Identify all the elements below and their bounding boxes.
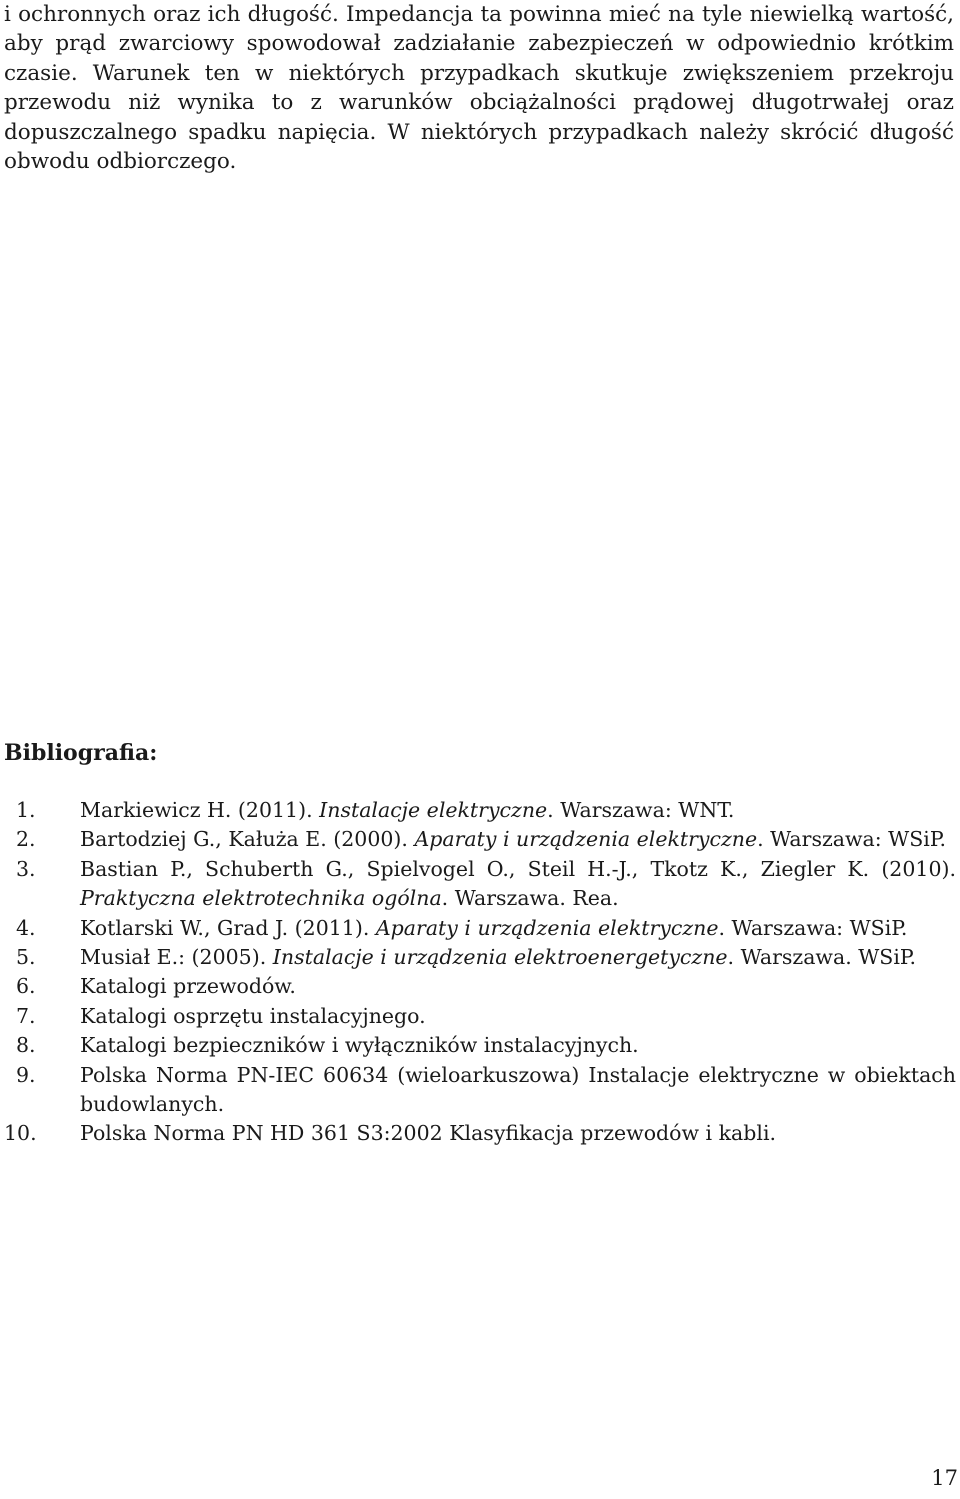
item-publisher: . Warszawa. Rea. [441,886,619,911]
bibliography-item [4,1002,956,1031]
bibliography-item [4,825,956,854]
item-number: 5. [16,945,36,970]
item-publisher: . Warszawa. WSiP. [727,945,917,970]
item-text: Katalogi przewodów. [80,974,296,999]
item-number: 4. [16,915,36,940]
item-number: 7. [16,1003,36,1028]
item-text: Polska Norma PN-IEC 60634 (wieloarkuszowa) Instalacje elektryczne w obiektach budowlanych. [80,1062,956,1117]
item-title: Aparaty i urządzenia elektryczne [414,827,758,852]
item-number: 1. [16,798,36,822]
item-publisher: . Warszawa: WSiP. [718,915,908,940]
bibliography-item [4,1031,956,1060]
item-authors: Kotlarski W., Grad J. (2011). [80,915,376,940]
page-number: 17 [931,1466,958,1490]
bibliography-list [4,796,956,1149]
bibliography-item [4,972,956,1001]
item-number: 6. [16,974,36,999]
item-authors: Bastian P., Schuberth G., Spielvogel O., Steil H.-J., Tkotz K., Ziegler K. (2010). [80,856,956,881]
bibliography-item [4,796,956,825]
item-text: Katalogi osprzętu instalacyjnego. [80,1003,426,1028]
item-number: 3. [16,856,36,881]
item-publisher: . Warszawa: WSiP. [757,827,947,852]
item-number: 8. [16,1033,36,1058]
item-text: Polska Norma PN HD 361 S3:2002 Klasyfikacja przewodów i kabli. [80,1121,777,1146]
bibliography-heading: Bibliografia: [4,740,158,766]
item-number: 10. [4,1121,37,1146]
item-title: Instalacje i urządzenia elektroenergetyczne [272,945,728,970]
item-authors: Markiewicz H. (2011). [80,798,320,822]
bibliography-item [4,1119,956,1148]
bibliography-item [4,1061,956,1120]
item-authors: Bartodziej G., Kałuża E. (2000). [80,827,415,852]
body-paragraph: i ochronnych oraz ich długość. Impedancja ta powinna mieć na tyle niewielką wartość, aby prąd zwarciowy spowodował zadziałanie zabezpieczeń w odpowiednio krótkim czasie. Warunek ten w niektórych przypadkach skutkuje zwiększeniem przekroju przewodu niż wynika to z warunków obciążalności prądowej długotrwałej oraz dopuszczalnego spadku napięcia. W niektórych przypadkach należy skrócić długość obwodu odbiorczego. [4,2,954,175]
item-number: 9. [16,1062,36,1087]
bibliography-item [4,914,956,943]
item-text: Katalogi bezpieczników i wyłączników instalacyjnych. [80,1033,639,1058]
bibliography-item [4,943,956,972]
item-title: Praktyczna elektrotechnika ogólna [80,886,442,911]
bibliography-item [4,855,956,914]
item-publisher: . Warszawa: WNT. [547,798,735,822]
item-title: Instalacje elektryczne [319,798,548,822]
item-number: 2. [16,827,36,852]
item-title: Aparaty i urządzenia elektryczne [375,915,719,940]
item-authors: Musiał E.: (2005). [80,945,273,970]
